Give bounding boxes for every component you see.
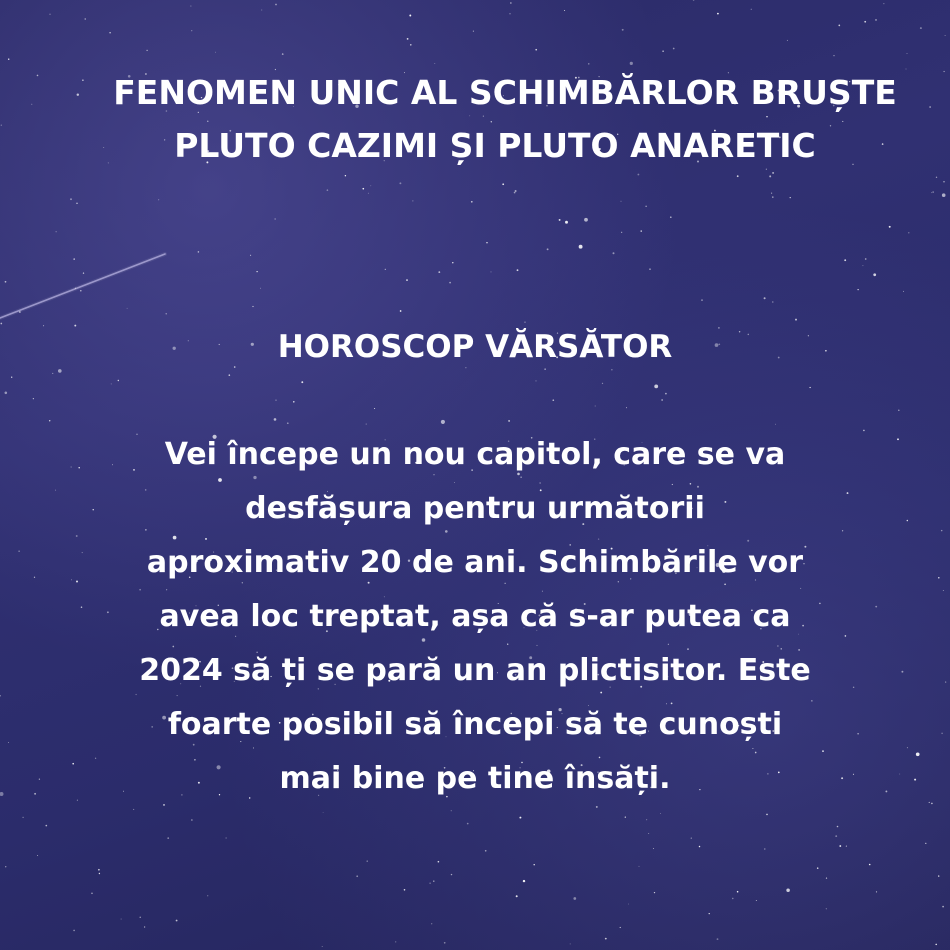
horoscope-body: [70, 428, 880, 806]
title-block: [60, 66, 920, 172]
sign-heading: HOROSCOP VĂRSĂTOR: [277, 329, 673, 365]
body-line: avea loc treptat, așa că s-ar putea ca: [159, 599, 791, 634]
title-line-2: PLUTO CAZIMI ȘI PLUTO ANARETIC: [174, 126, 816, 165]
body-line: Vei începe un nou capitol, care se va: [164, 437, 786, 472]
body-line: 2024 să ți se pară un an plictisitor. Este: [139, 653, 811, 688]
body-line: mai bine pe tine însăți.: [279, 761, 671, 796]
body-line: aproximativ 20 de ani. Schimbările vor: [146, 545, 804, 580]
body-line: desfășura pentru următorii: [245, 491, 705, 526]
body-line: foarte posibil să începi să te cunoști: [167, 707, 783, 742]
title-line-1: FENOMEN UNIC AL SCHIMBĂRLOR BRUȘTE: [113, 73, 897, 112]
